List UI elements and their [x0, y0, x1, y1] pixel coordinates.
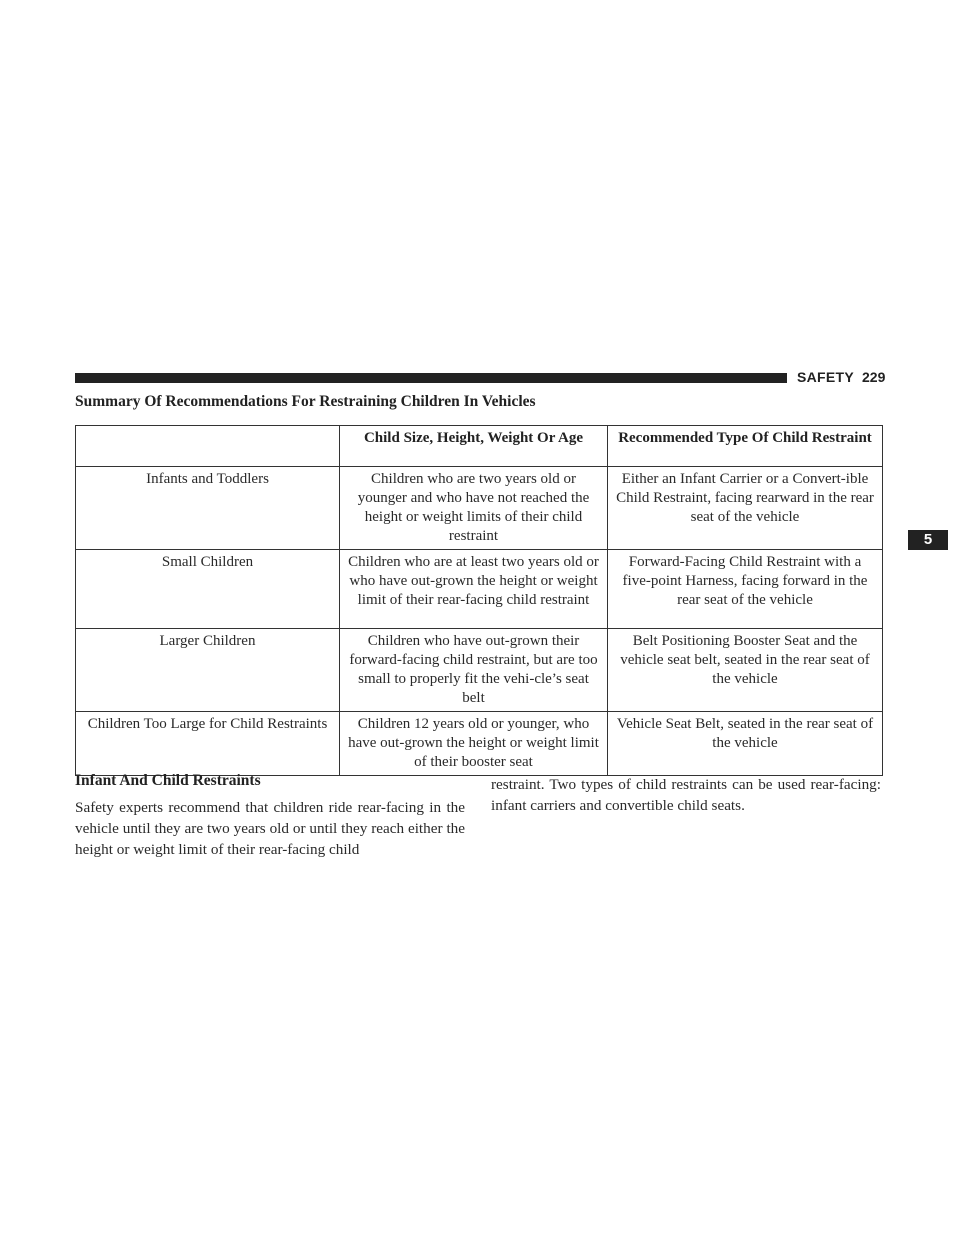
- row-type: Either an Infant Carrier or a Convert-ible Child Restraint, facing rearward in the rear seat of the vehicle: [608, 467, 883, 550]
- section-paragraph-part2: restraint. Two types of child restraints can be used rear-facing: infant carriers and convertible child seats.: [491, 776, 881, 814]
- table-row: [76, 712, 883, 776]
- row-category: Small Children: [76, 550, 340, 629]
- recommendations-table: [75, 425, 883, 776]
- table-header-row: [76, 426, 883, 467]
- row-category: Infants and Toddlers: [76, 467, 340, 550]
- table-row: [76, 550, 883, 629]
- table-header-type: Recommended Type Of Child Restraint: [608, 426, 883, 467]
- table-header-size: Child Size, Height, Weight Or Age: [340, 426, 608, 467]
- row-type: Forward-Facing Child Restraint with a five-point Harness, facing forward in the rear seat of the vehicle: [608, 550, 883, 629]
- row-size: Children who are two years old or younger and who have not reached the height or weight limits of their child restraint: [340, 467, 608, 550]
- table-row: [76, 467, 883, 550]
- chapter-tab[interactable]: 5: [908, 530, 948, 550]
- table-row: [76, 629, 883, 712]
- row-category: Larger Children: [76, 629, 340, 712]
- page-number: 229: [862, 369, 886, 385]
- section-paragraph-part1: Safety experts recommend that children ride rear-facing in the vehicle until they are two years old or until they reach either the height or weight limit of their rear-facing child: [75, 799, 465, 858]
- row-type: Vehicle Seat Belt, seated in the rear seat of the vehicle: [608, 712, 883, 776]
- text-column-left: [75, 770, 465, 860]
- text-column-right: [491, 774, 881, 816]
- section-heading: Infant And Child Restraints: [75, 772, 261, 789]
- header-rule: [75, 373, 787, 383]
- row-size: Children 12 years old or younger, who have out-grown the height or weight limit of their booster seat: [340, 712, 608, 776]
- section-name: SAFETY: [797, 369, 855, 385]
- table-header-blank: [76, 426, 340, 467]
- row-type: Belt Positioning Booster Seat and the vehicle seat belt, seated in the rear seat of the vehicle: [608, 629, 883, 712]
- row-category: Children Too Large for Child Restraints: [76, 712, 340, 776]
- row-size: Children who are at least two years old or who have out-grown the height or weight limit of their rear-facing child restraint: [340, 550, 608, 629]
- row-size: Children who have out-grown their forward-facing child restraint, but are too small to properly fit the vehi-cle’s seat belt: [340, 629, 608, 712]
- table-title: Summary Of Recommendations For Restraining Children In Vehicles: [75, 393, 536, 410]
